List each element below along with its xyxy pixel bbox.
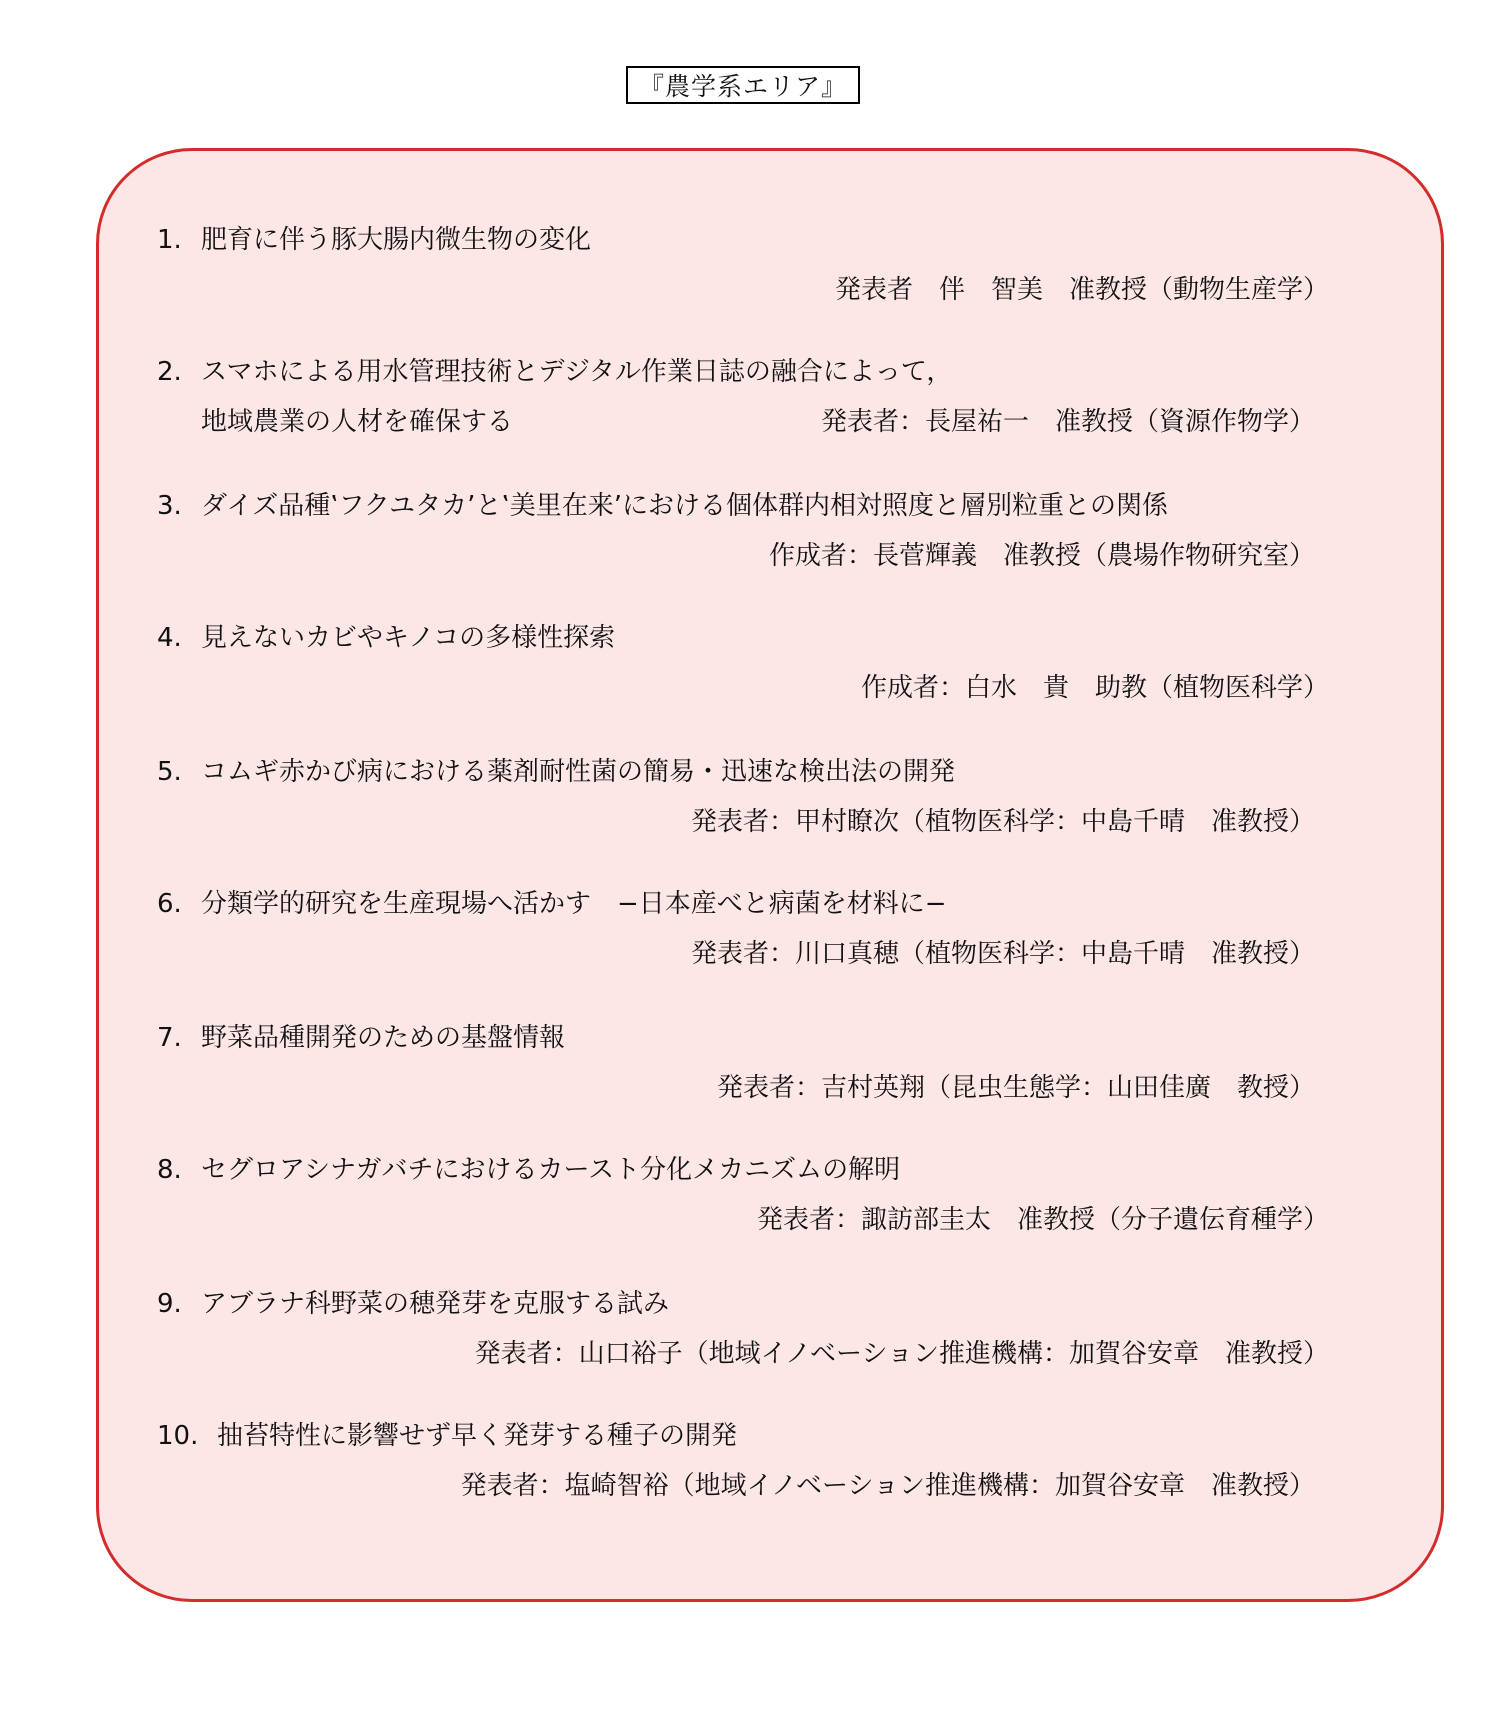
entry-title-line	[99, 1279, 1441, 1329]
entry-title-line	[99, 1145, 1441, 1195]
entry-title: コムギ赤かび病における薬剤耐性菌の簡易・迅速な検出法の開発	[201, 757, 956, 787]
entry-number: 3.	[157, 491, 182, 521]
list-item	[99, 1145, 1441, 1245]
entry-presenter: 発表者：諏訪部圭太 准教授（分子遺伝育種学）	[756, 1205, 1329, 1235]
entry-title: スマホによる用水管理技術とデジタル作業日誌の融合によって，	[201, 357, 953, 387]
entry-presenter: 発表者：山口裕子（地域イノベーション推進機構：加賀谷安章 准教授）	[474, 1339, 1329, 1369]
entry-number: 9.	[157, 1289, 182, 1319]
entry-presenter-line	[99, 1329, 1441, 1379]
entry-title-line	[99, 215, 1441, 265]
entry-title-line	[99, 747, 1441, 797]
entry-presenter: 発表者：塩崎智裕（地域イノベーション推進機構：加賀谷安章 准教授）	[460, 1471, 1315, 1501]
entry-presenter: 発表者：川口真穂（植物医科学：中島千晴 准教授）	[690, 939, 1315, 969]
agriculture-area-panel	[96, 148, 1444, 1602]
entry-presenter-line	[99, 397, 1441, 447]
entry-presenter-line	[99, 929, 1441, 979]
entry-presenter-line	[99, 797, 1441, 847]
entry-number: 6.	[157, 889, 182, 919]
entry-presenter: 作成者：長菅輝義 准教授（農場作物研究室）	[768, 541, 1315, 571]
entry-presenter: 作成者：白水 貴 助教（植物医科学）	[860, 673, 1329, 703]
entry-presenter-line	[99, 531, 1441, 581]
entry-title: 見えないカビやキノコの多様性探索	[201, 623, 616, 653]
list-item	[99, 747, 1441, 847]
page-title: 『農学系エリア』	[626, 66, 860, 104]
entry-title-line	[99, 613, 1441, 663]
entry-title-continued: 地域農業の人材を確保する	[201, 407, 514, 437]
entry-presenter: 発表者：甲村瞭次（植物医科学：中島千晴 准教授）	[690, 807, 1315, 837]
entry-presenter-line	[99, 265, 1441, 315]
entry-presenter-line	[99, 1461, 1441, 1511]
entry-presenter-line	[99, 1063, 1441, 1113]
entry-title-line	[99, 347, 1441, 397]
entry-title: 抽苔特性に影響せず早く発芽する種子の開発	[217, 1421, 738, 1451]
list-item	[99, 481, 1441, 581]
list-item	[99, 215, 1441, 315]
list-item	[99, 613, 1441, 713]
entry-presenter-line	[99, 1195, 1441, 1245]
entry-number: 2.	[157, 357, 182, 387]
entry-title-line	[99, 481, 1441, 531]
entry-number: 4.	[157, 623, 182, 653]
list-item	[99, 1279, 1441, 1379]
entry-presenter: 発表者：吉村英翔（昆虫生態学：山田佳廣 教授）	[716, 1073, 1315, 1103]
entry-number: 8.	[157, 1155, 182, 1185]
entry-number: 10.	[157, 1421, 199, 1451]
entry-number: 5.	[157, 757, 182, 787]
entry-number: 7.	[157, 1023, 182, 1053]
entry-title: 分類学的研究を生産現場へ活かす −日本産べと病菌を材料に−	[201, 889, 947, 919]
entry-title-line	[99, 879, 1441, 929]
entry-title: 野菜品種開発のための基盤情報	[201, 1023, 566, 1053]
entry-title: 肥育に伴う豚大腸内微生物の変化	[201, 225, 592, 255]
entry-presenter: 発表者：長屋祐一 准教授（資源作物学）	[820, 407, 1315, 437]
entry-number: 1.	[157, 225, 182, 255]
entry-title: セグロアシナガバチにおけるカースト分化メカニズムの解明	[201, 1155, 901, 1185]
entry-presenter-line	[99, 663, 1441, 713]
entry-title-line	[99, 1411, 1441, 1461]
entry-title: アブラナ科野菜の穂発芽を克服する試み	[201, 1289, 670, 1319]
list-item	[99, 1013, 1441, 1113]
entry-title: ダイズ品種‛フクユタカ’と‛美里在来’における個体群内相対照度と層別粒重との関係	[201, 491, 1168, 521]
entry-title-line	[99, 1013, 1441, 1063]
entry-presenter: 発表者 伴 智美 准教授（動物生産学）	[834, 275, 1329, 305]
list-item	[99, 347, 1441, 447]
list-item	[99, 1411, 1441, 1511]
list-item	[99, 879, 1441, 979]
